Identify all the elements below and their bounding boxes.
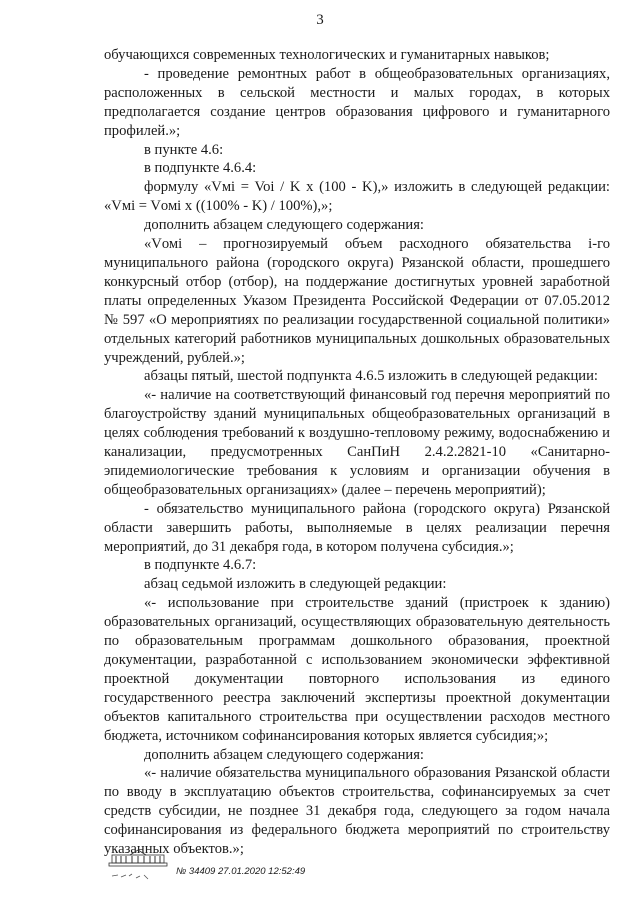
document-body — [104, 46, 610, 859]
footer — [108, 848, 408, 888]
government-building-stamp-icon — [108, 848, 168, 868]
paragraph: «- использование при строительстве зданий (пристроек к зданию) образовательных организаций, осуществляющих образовательную деятельность по образовательным программам дошкольного образования, проектной документации, разработанной с использованием экономически эффективной проектной документации повторного использования из единого государственного реестра заключений экспертизы проектной документации объектов капитального строительства при осуществлении расходов местного бюджета, источником софинансирования которых является субсидия;»; — [104, 595, 610, 744]
paragraph: «- наличие на соответствующий финансовый год перечня мероприятий по благоустройству зданий муниципальных общеобразовательных организаций в целях соблюдения требований к воздушно-тепловому режиму, водоснабжению и канализации, предусмотренных СанПиН 2.4.2.2821-10 «Санитарно-эпидемиологические требования к условиям и организации обучения в общеобразовательных организациях» (далее – перечень мероприятий); — [104, 387, 610, 498]
paragraph: дополнить абзацем следующего содержания: — [144, 217, 424, 234]
paragraph: абзацы пятый, шестой подпункта 4.6.5 изложить в следующей редакции: — [144, 368, 598, 385]
paragraph: «- наличие обязательства муниципального образования Рязанской области по вводу в эксплуатацию объектов строительства, софинансируемых за счет средств субсидии, не позднее 31 декабря года, следующего за годом начала софинансирования из федерального бюджета мероприятий по строительству указанных объектов.»; — [104, 765, 610, 858]
paragraph: дополнить абзацем следующего содержания: — [144, 746, 424, 763]
page-number: 3 — [316, 12, 324, 28]
paragraph: в подпункте 4.6.4: — [144, 160, 257, 177]
paragraph: в подпункте 4.6.7: — [144, 557, 257, 574]
paragraph: обучающихся современных технологических и гуманитарных навыков; — [104, 47, 550, 63]
paragraph: абзац седьмой изложить в следующей редакции: — [144, 576, 447, 593]
paragraph: «Vомi – прогнозируемый объем расходного обязательства i-го муниципального района (городского округа) Рязанской области, прошедшего конкурсный отбор (отбор), на поддержание достигнутых уровней заработной платы определенных Указом Президента Российской Федерации от 07.05.2012 № 597 «О мероприятиях по реализации государственной социальной политики» отдельных категорий работников муниципальных дошкольных образовательных учреждений, рублей.»; — [104, 236, 610, 366]
stamp-marks-icon — [110, 870, 162, 882]
registration-stamp: № 34409 27.01.2020 12:52:49 — [176, 866, 306, 877]
paragraph: формулу «Vмi = Voi / K x (100 - K),» изложить в следующей редакции: «Vмi = Vомi x ((100% - K) / 100%),»; — [104, 179, 610, 215]
paragraph: - обязательство муниципального района (городского округа) Рязанской области завершить работы, выполняемые в целях реализации перечня мероприятий, до 31 декабря года, в котором получена субсидия.»; — [104, 500, 610, 555]
paragraph: в пункте 4.6: — [144, 141, 224, 158]
paragraph: - проведение ремонтных работ в общеобразовательных организациях, расположенных в сельской местности и малых городах, в которых предполагается создание центров образования цифрового и гуманитарного профилей.»; — [104, 65, 610, 139]
